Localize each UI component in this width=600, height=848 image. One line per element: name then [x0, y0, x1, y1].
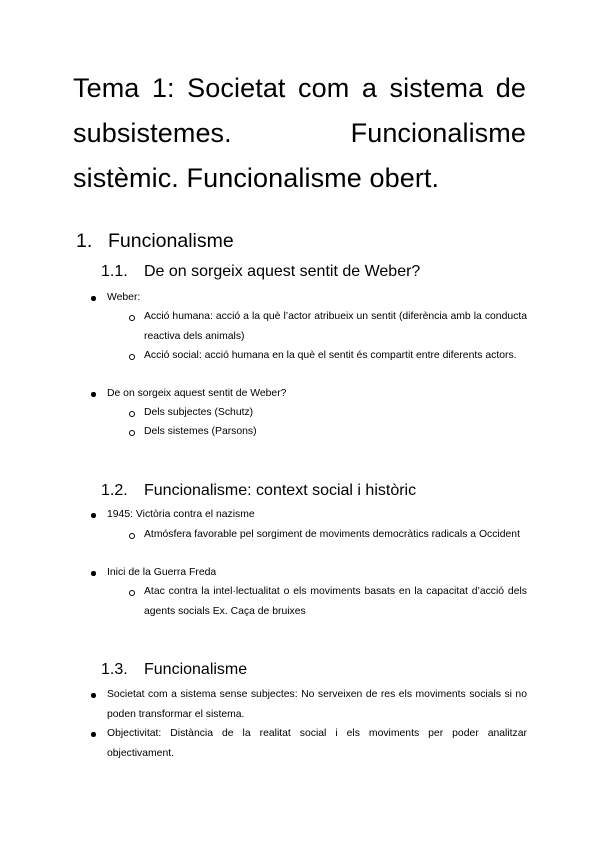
subsection-number: 1.2.: [101, 482, 128, 499]
section-heading-funcionalisme: [76, 228, 234, 254]
list-item: Atmósfera favorable pel sorgiment de moviments democràtics radicals a Occident: [144, 525, 527, 545]
subsection-title: Funcionalisme: [144, 661, 248, 678]
list-item: Dels subjectes (Schutz): [144, 403, 527, 423]
list-item: 1945: Victòria contra el nazisme: [107, 505, 527, 525]
list-item: Societat com a sistema sense subjectes: No serveixen de res els moviments socials si no poden transformar el sistema.: [107, 685, 527, 724]
list-item: Objectivitat: Distància de la realitat social i els moviments per poder analitzar objectivament.: [107, 724, 527, 763]
section-title: Funcionalisme: [108, 230, 234, 252]
section-number: 1.: [76, 230, 93, 252]
subsection-number: 1.3.: [101, 661, 128, 678]
list-item: De on sorgeix aquest sentit de Weber?: [107, 384, 527, 404]
list-item: Atac contra la intel·lectualitat o els moviments basats en la capacitat d’acció dels agents socials Ex. Caça de bruixes: [144, 582, 527, 621]
document-title: Tema 1: Societat com a sistema de subsistemes. Funcionalisme sistèmic. Funcionalisme obert.: [73, 73, 526, 193]
list-item: Weber:: [107, 288, 527, 308]
subsection-heading-1-1: [101, 261, 420, 283]
subsection-heading-1-2: [101, 480, 416, 502]
subsection-title: De on sorgeix aquest sentit de Weber?: [144, 263, 421, 280]
list-item: Inici de la Guerra Freda: [107, 563, 527, 583]
subsection-title: Funcionalisme: context social i històric: [144, 482, 417, 499]
list-item: Acció social: acció humana en la què el sentit és compartit entre diferents actors.: [144, 346, 527, 366]
subsection-heading-1-3: [101, 659, 247, 681]
subsection-number: 1.1.: [101, 263, 128, 280]
list-item: Acció humana: acció a la què l’actor atribueix un sentit (diferència amb la conducta reactiva dels animals): [144, 307, 527, 346]
list-item: Dels sistemes (Parsons): [144, 422, 527, 442]
